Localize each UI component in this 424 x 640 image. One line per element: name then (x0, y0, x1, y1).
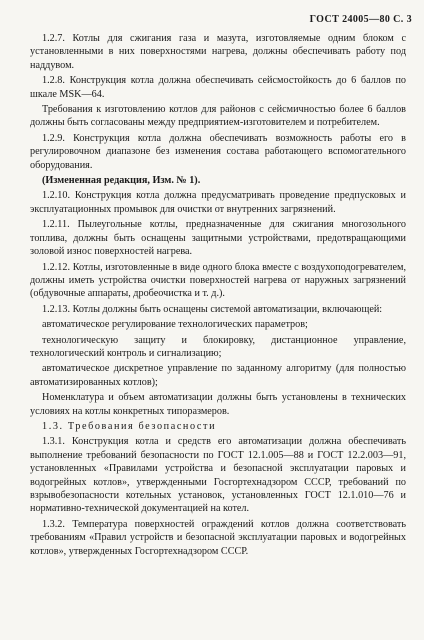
list-item-tech-protection: технологическую защиту и блокировку, дистанционное управление, технологический контроль и сигнализацию; (30, 334, 406, 359)
paragraph-1-2-8: 1.2.8. Конструкция котла должна обеспечивать сейсмостойкость до 6 баллов по шкале MSK—64. (30, 75, 406, 100)
paragraph-seismic-requirements: Требования к изготовлению котлов для районов с сейсмичностью более 6 баллов должны быть согласованы между предприятием-изготовителем и потребителем. (30, 104, 406, 129)
list-item-auto-regulation: автоматическое регулирование технологических параметров; (42, 319, 308, 331)
section-heading-safety: 1.3. Требования безопасности (42, 420, 217, 432)
paragraph-1-2-9: 1.2.9. Конструкция котла должна обеспечивать возможность работы его в регулировочном диапазоне без изменения состава работающего вспомогательного оборудования. (30, 132, 406, 171)
paragraph-1-2-13: 1.2.13. Котлы должны быть оснащены системой автоматизации, включающей: (42, 303, 383, 315)
amendment-note: (Измененная редакция, Изм. № 1). (42, 175, 201, 187)
page-header: ГОСТ 24005—80 С. 3 (309, 14, 412, 25)
paragraph-1-2-11: 1.2.11. Пылеугольные котлы, предназначенные для сжигания многозольного топлива, должны быть оснащены защитными устройствами, предотвращающими золовой износ поверхностей нагрева. (30, 219, 406, 258)
paragraph-1-3-1: 1.3.1. Конструкция котла и средств его автоматизации должна обеспечивать выполнение требований безопасности по ГОСТ 12.1.005—88 и ГОСТ 12.2.003—91, установленных «Правилами устройства и безопасной эксплуатации паровых и водогрейных котлов», утвержденными Госгортехнадзором СССР, требований по взрывобезопасности котельных установок, установленных ГОСТ 12.1.010—76 и нормативно-технической документацией на котел. (30, 436, 406, 515)
list-item-discrete-control: автоматическое дискретное управление по заданному алгоритму (для полностью автоматизированных котлов); (30, 363, 406, 388)
paragraph-1-2-7: 1.2.7. Котлы для сжигания газа и мазута, изготовляемые одним блоком с установленными в них поверхностями нагрева, должны обеспечивать работу под наддувом. (30, 33, 406, 71)
document-body (30, 32, 406, 560)
paragraph-1-2-12: 1.2.12. Котлы, изготовленные в виде одного блока вместе с воздухоподогревателем, должны иметь устройства очистки поверхностей нагрева от наружных загрязнений (обдувочные аппараты, дробеочистка и т. д.). (30, 261, 406, 300)
paragraph-automation-scope: Номенклатура и объем автоматизации должны быть установлены в технических условиях на котлы конкретных типоразмеров. (30, 392, 406, 417)
paragraph-1-2-10: 1.2.10. Конструкция котла должна предусматривать проведение предпусковых и эксплуатационных промывок для очистки от внутренних загрязнений. (30, 190, 406, 215)
paragraph-1-3-2: 1.3.2. Температура поверхностей ограждений котлов должна соответствовать требованиям «Правил устройств и безопасной эксплуатации паровых и водогрейных котлов», утвержденных Госгортехнадзором СССР. (30, 518, 406, 557)
